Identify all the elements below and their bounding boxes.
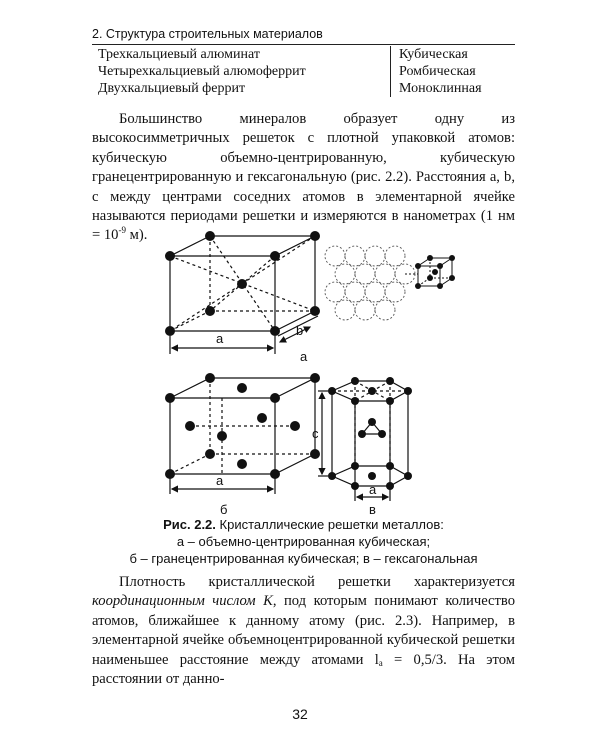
close-packing-diagram: [325, 246, 415, 320]
paragraph-text: Большинство минералов образует одну из высокосимметричных решеток с плотной упаковкой атомов: кубическую объемно-центрированную, кубическую гранецентрированную и гексагональную (рис. 2.2). Расстояния a, b, c между центрами соседних атомов в элементарной ячейке называются периодами решетки и измеряются в нанометрах (1 нм = 10: [92, 111, 515, 244]
table-row: [92, 46, 515, 63]
caption-title: Кристаллические решетки металлов:: [215, 517, 444, 532]
sub-label-v: в: [369, 502, 376, 516]
fcc-cube-diagram: [170, 378, 315, 494]
paragraph-text: Плотность кристаллической решетки характеризуется: [119, 574, 515, 590]
mineral-name: Трехкальциевый алюминат: [92, 46, 391, 63]
small-cube-diagram: [405, 258, 452, 286]
dim-label-a: a: [216, 331, 224, 346]
running-header: [92, 24, 515, 45]
dim-label-a-fcc: a: [216, 473, 224, 488]
dim-label-b: b: [296, 323, 304, 338]
caption-prefix: Рис. 2.2.: [163, 517, 216, 532]
page-number: 32: [292, 706, 308, 722]
paragraph-text: , под которым понимают количество атомов, ближайшее к данному атому (рис. 2.3). Например, в элементарной ячейке объемноцентрированной кубической решетки наименьшее расстояние между атомами l: [92, 593, 515, 668]
header-title: 2. Структура строительных материалов: [92, 27, 323, 41]
figure-caption: [92, 516, 515, 567]
sub-label-a: а: [300, 349, 308, 364]
dim-label-a-hcp: a: [369, 482, 377, 497]
hcp-prism-diagram: [318, 381, 408, 501]
lattice-type: Моноклинная: [399, 81, 482, 96]
lattice-type: Ромбическая: [399, 64, 476, 79]
caption-line-2: а – объемно-центрированная кубическая;: [176, 534, 431, 549]
mineral-name: Четырехкальциевый алюмоферрит: [92, 63, 391, 80]
paragraph-text: = 0,5/3. На этом расстоянии от данно-: [92, 651, 515, 688]
term-italic: координационным числом К: [92, 593, 273, 610]
table-row: [92, 63, 515, 80]
mineral-table: [92, 46, 515, 97]
body-paragraph-2: [92, 573, 515, 689]
paragraph-tail: м).: [125, 227, 148, 244]
crystal-lattice-figure: [150, 226, 480, 516]
sub-label-b: б: [220, 502, 228, 516]
exponent: -9: [118, 225, 126, 236]
dim-label-c: c: [312, 426, 319, 441]
table-row: [92, 80, 515, 97]
mineral-name: Двухкальциевый феррит: [92, 80, 391, 97]
subscript: a: [378, 657, 383, 668]
caption-line-3: б – гранецентрированная кубическая; в – гексагональная: [129, 551, 478, 566]
lattice-type: Кубическая: [399, 47, 468, 62]
